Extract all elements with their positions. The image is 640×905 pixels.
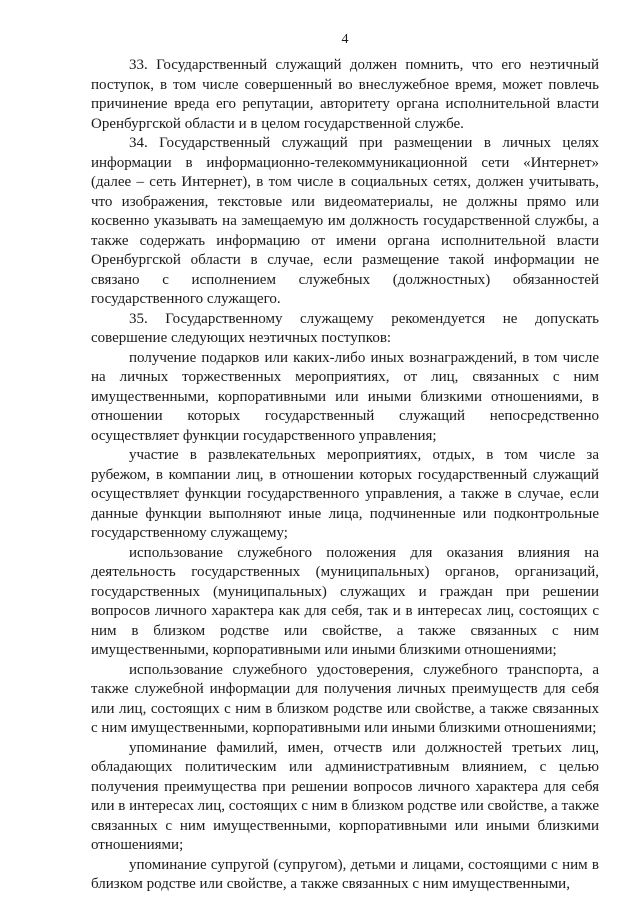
list-item-mentioning-names: упоминание фамилий, имен, отчеств или должностей третьих лиц, обладающих политическим или административным влиянием, с целью получения преимущества при решении вопросов личного характера для себя или в интересах лиц, состоящих с ним в близком родстве или свойстве, а также связанных с ним имущественными, корпоративными или иными близкими отношениями; xyxy=(91,739,599,853)
paragraph-33: 33. Государственный служащий должен помнить, что его неэтичный поступок, в том числе совершенный во внеслужебное время, может повлечь причинение вреда его репутации, авторитету органа исполнительной власти Оренбургской области и в целом государственной службе. xyxy=(91,57,599,132)
list-item-official-position: использование служебного положения для оказания влияния на деятельность государственных (муниципальных) органов, организаций, государственных (муниципальных) служащих и граждан при решении вопросов личного характера как для себя, так и в интересах лиц, состоящих с ним в близком родстве или свойстве, а также связанных с ним имущественными, корпоративными или иными близкими отношениями; xyxy=(91,544,599,658)
page-number: 4 xyxy=(341,32,349,47)
list-item-entertainment: участие в развлекательных мероприятиях, отдых, в том числе за рубежом, в компании лиц, в отношении которых государственный служащий осуществляет функции государственного управления, а также в случае, если данные функции выполняют иные лица, подчиненные или подконтрольные государственному служащему; xyxy=(91,447,599,541)
document-page xyxy=(91,30,599,895)
list-item-mentioning-relatives: упоминание супругой (супругом), детьми и лицами, состоящими с ним в близком родстве или свойстве, а также связанных с ним имущественными, xyxy=(91,856,599,892)
list-item-official-id: использование служебного удостоверения, служебного транспорта, а также служебной информации для получения личных преимуществ для себя или лиц, состоящих с ним в близком родстве или свойстве, а также связанных с ним имущественными, корпоративными или иными близкими отношениями; xyxy=(91,661,599,736)
paragraph-34: 34. Государственный служащий при размещении в личных целях информации в информационно-телекоммуникационной сети «Интернет» (далее – сеть Интернет), в том числе в социальных сетях, должен учитывать, что изображения, текстовые или видеоматериалы, не должны прямо или косвенно указывать на замещаемую им должность государственной службы, а также содержать информацию от имени органа исполнительной власти Оренбургской области в случае, если размещение такой информации не связано с исполнением служебных (должностных) обязанностей государственного служащего. xyxy=(91,135,599,307)
paragraph-35: 35. Государственному служащему рекомендуется не допускать совершение следующих неэтичных поступков: xyxy=(91,310,599,346)
list-item-gifts: получение подарков или каких-либо иных вознаграждений, в том числе на личных торжественных мероприятиях, от лиц, связанных с ним имущественными, корпоративными или иными близкими отношениями, в отношении которых государственный служащий непосредственно осуществляет функции государственного управления; xyxy=(91,349,599,444)
